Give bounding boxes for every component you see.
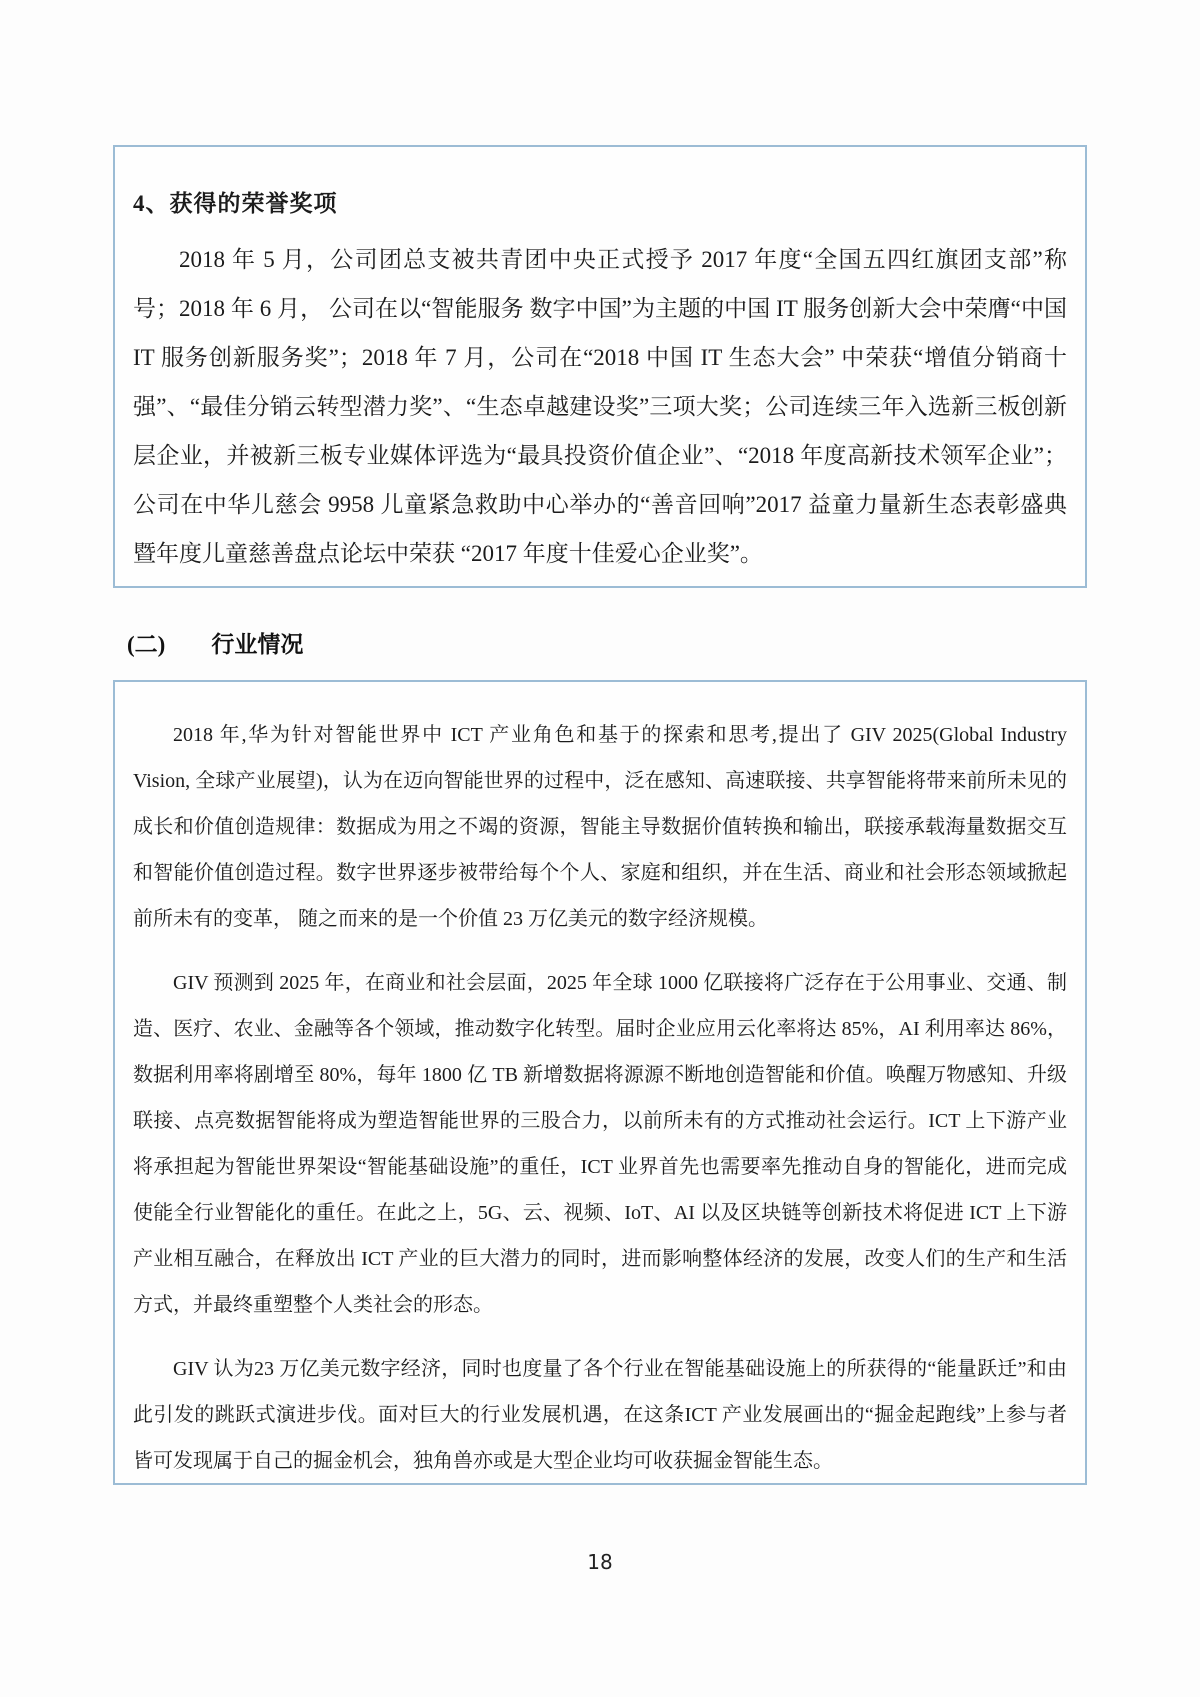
honors-heading: 4、获得的荣誉奖项 (133, 191, 338, 216)
honors-box (113, 145, 1087, 588)
industry-paragraph-2: GIV 预测到 2025 年，在商业和社会层面，2025 年全球 1000 亿联接将广泛存在于公用事业、交通、制造、医疗、农业、金融等各个领域，推动数字化转型。届时企业应用云化率将达 85%，AI 利用率达 86%，数据利用率将剧增至 80%，每年 1800 亿 TB 新增数据将源源不断地创造智能和价值。唤醒万物感知、升级联接、点亮数据智能将成为塑造智能世界的三股合力，以前所未有的方式推动社会运行。ICT 上下游产业将承担起为智能世界架设“智能基础设施”的重任，ICT 业界首先也需要率先推动自身的智能化，进而完成使能全行业智能化的重任。在此之上，5G、云、视频、IoT、AI 以及区块链等创新技术将促进 ICT 上下游产业相互融合，在释放出 ICT 产业的巨大潜力的同时，进而影响整体经济的发展，改变人们的生产和生活方式，并最终重塑整个人类社会的形态。 (133, 972, 1067, 1316)
industry-section-title: 行业情况 (211, 632, 304, 657)
industry-paragraph-3: GIV 认为23 万亿美元数字经济，同时也度量了各个行业在智能基础设施上的所获得的“能量跃迁”和由此引发的跳跃式演进步伐。面对巨大的行业发展机遇，在这条ICT 产业发展画出的“掘金起跑线”上参与者皆可发现属于自己的掘金机会，独角兽亦或是大型企业均可收获掘金智能生态。 (133, 1358, 1067, 1472)
industry-section-heading (127, 630, 303, 660)
industry-section-label: (二) (127, 632, 166, 657)
industry-paragraph-1: 2018 年,华为针对智能世界中 ICT 产业角色和基于的探索和思考,提出了 GIV 2025(Global Industry Vision, 全球产业展望)，认为在迈向智能世界的过程中，泛在感知、高速联接、共享智能将带来前所未见的成长和价值创造规律：数据成为用之不竭的资源，智能主导数据价值转换和输出，联接承载海量数据交互和智能价值创造过程。数字世界逐步被带给每个个人、家庭和组织，并在生活、商业和社会形态领域掀起前所未有的变革， 随之而来的是一个价值 23 万亿美元的数字经济规模。 (133, 724, 1067, 930)
page-number: 18 (587, 1550, 613, 1574)
honors-paragraph: 2018 年 5 月，公司团总支被共青团中央正式授予 2017 年度“全国五四红旗团支部”称号；2018 年 6 月， 公司在以“智能服务 数字中国”为主题的中国 IT 服务创新大会中荣膺“中国 IT 服务创新服务奖”；2018 年 7 月，公司在“2018 中国 IT 生态大会” 中荣获“增值分销商十强”、“最佳分销云转型潜力奖”、“生态卓越建设奖”三项大奖；公司连续三年入选新三板创新层企业，并被新三板专业媒体评选为“最具投资价值企业”、“2018 年度高新技术领军企业”；公司在中华儿慈会 9958 儿童紧急救助中心举办的“善音回响”2017 益童力量新生态表彰盛典暨年度儿童慈善盘点论坛中荣获 “2017 年度十佳爱心企业奖”。 (133, 247, 1067, 566)
industry-box (113, 680, 1087, 1485)
